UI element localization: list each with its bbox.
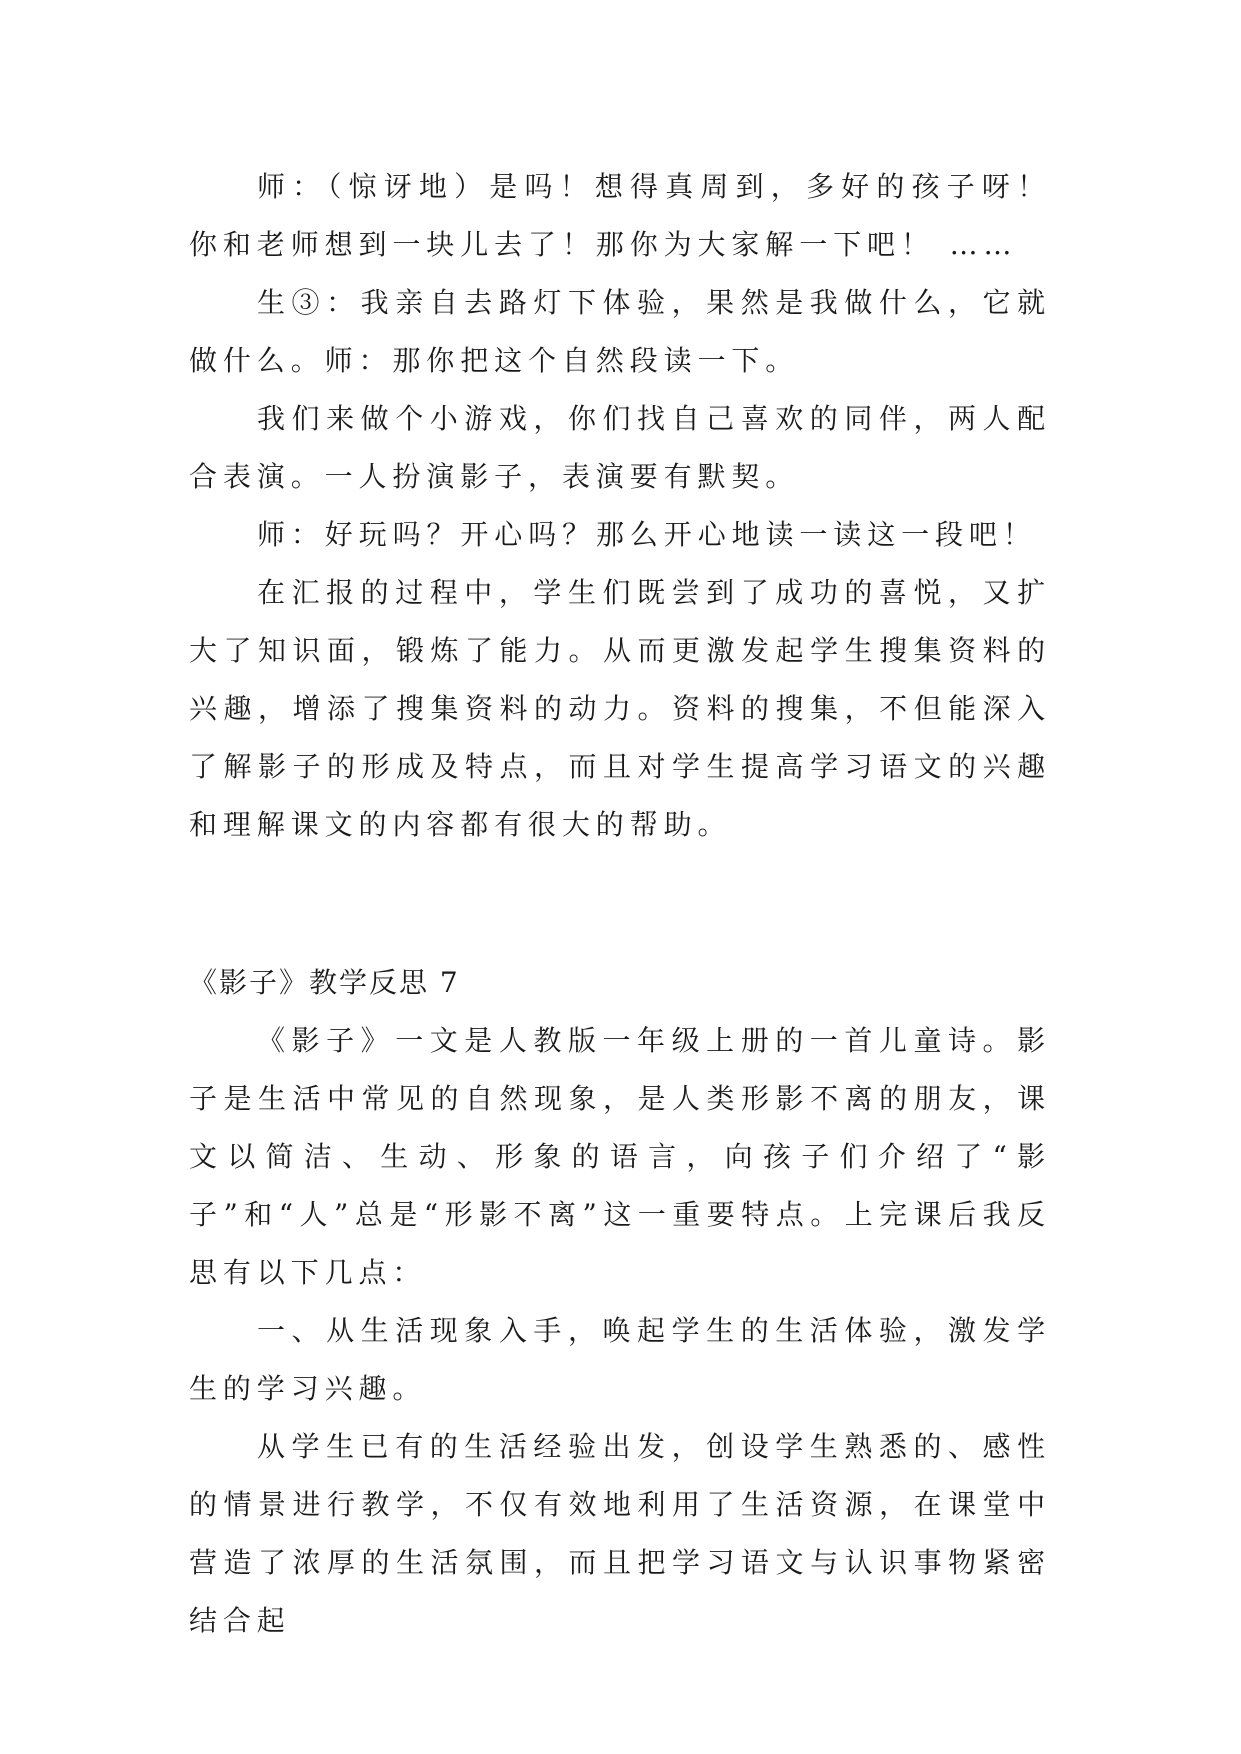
paragraph: 一、从生活现象入手，唤起学生的生活体验，激发学生的学习兴趣。 (189, 1314, 1051, 1405)
paragraph: 师：好玩吗？开心吗？那么开心地读一读这一段吧！ (257, 518, 1037, 551)
section-gap (189, 854, 1051, 954)
section-heading: 《影子》教学反思 7 (189, 966, 460, 999)
paragraph: 《影子》一文是人教版一年级上册的一首儿童诗。影子是生活中常见的自然现象，是人类形影不离的朋友，课文以简洁、生动、形象的语言，向孩子们介绍了“影子”和“人”总是“形影不离”这一重要特点。上完课后我反思有以下几点： (189, 1024, 1051, 1289)
paragraph: 我们来做个小游戏，你们找自己喜欢的同伴，两人配合表演。一人扮演影子，表演要有默契。 (189, 402, 1051, 493)
paragraph: 生③：我亲自去路灯下体验，果然是我做什么，它就做什么。师：那你把这个自然段读一下。 (189, 286, 1051, 377)
paragraph: 在汇报的过程中，学生们既尝到了成功的喜悦，又扩大了知识面，锻炼了能力。从而更激发起学生搜集资料的兴趣，增添了搜集资料的动力。资料的搜集，不但能深入了解影子的形成及特点，而且对学生提高学习语文的兴趣和理解课文的内容都有很大的帮助。 (189, 576, 1051, 841)
document-body (189, 158, 1051, 1650)
paragraph: 从学生已有的生活经验出发，创设学生熟悉的、感性的情景进行教学，不仅有效地利用了生活资源，在课堂中营造了浓厚的生活氛围，而且把学习语文与认识事物紧密结合起 (189, 1430, 1051, 1637)
paragraph: 师：（惊讶地）是吗！想得真周到，多好的孩子呀！你和老师想到一块儿去了！那你为大家解一下吧！ …… (189, 170, 1051, 261)
